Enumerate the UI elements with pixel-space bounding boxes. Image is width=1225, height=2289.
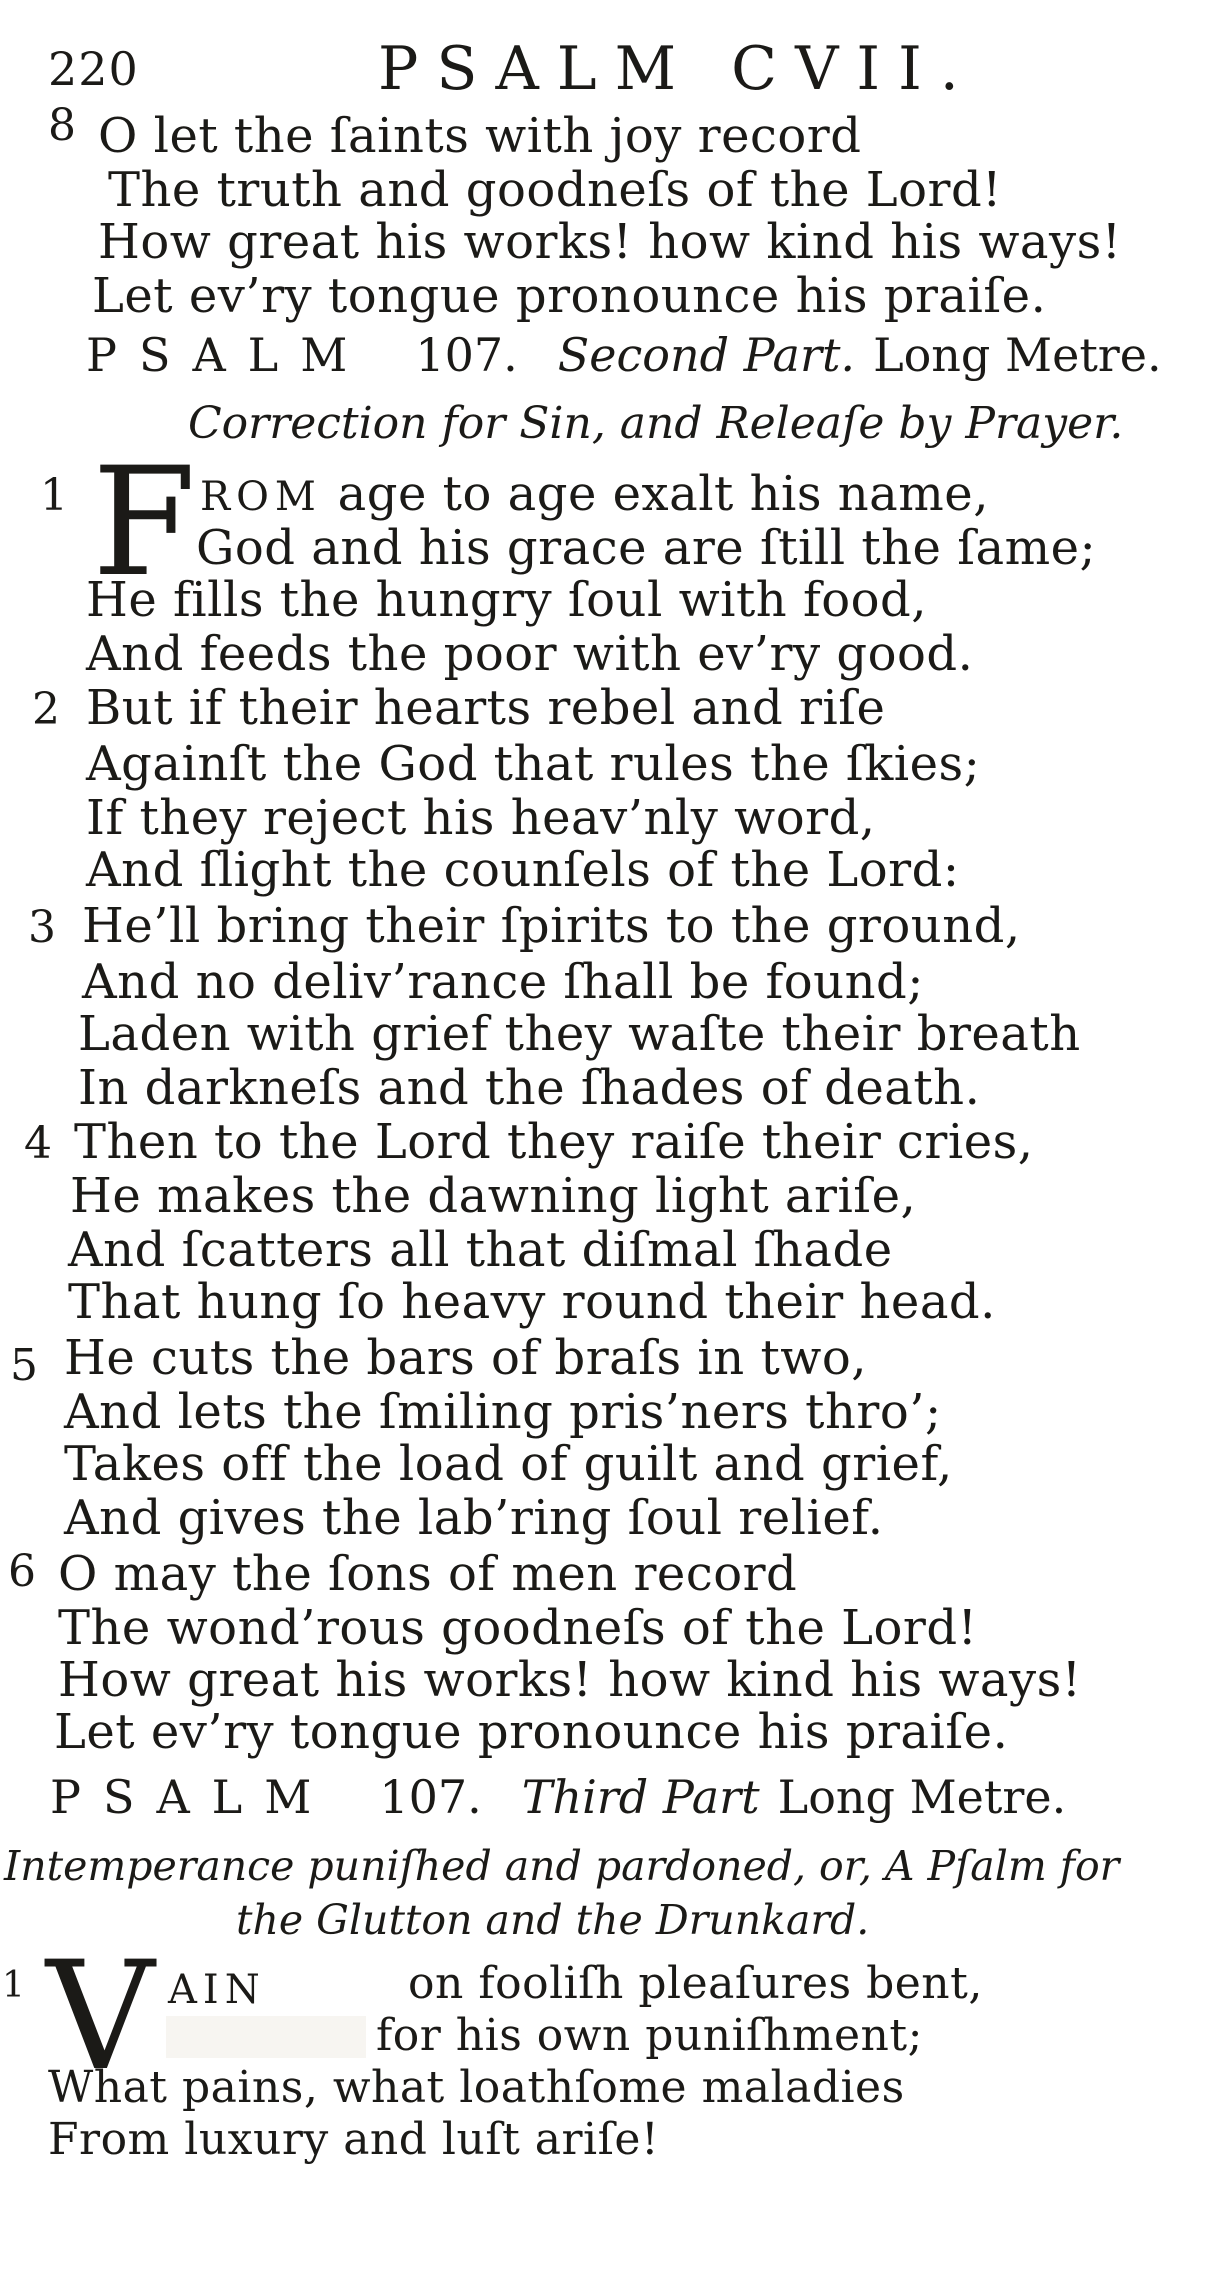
verse-line: If they reject his heav’nly word, [86,790,876,846]
part-label: Third Part [521,1770,760,1824]
stanza-number: 5 [10,1340,38,1391]
part-subtitle: Intemperance puniſhed and pardoned, or, A Pſalm for [4,1842,1120,1890]
verse-line: O may the ſons of men record [58,1546,798,1602]
stanza-number: 3 [28,902,56,953]
running-title: PSALM CVII. [378,34,977,104]
psalm-part-heading [50,1770,1067,1824]
metre-label: Long Metre. [777,1770,1067,1824]
psalm-number: 107. [379,1770,482,1824]
verse-line: on fooliſh pleaſures bent, [408,1958,983,2009]
psalm-label: PSALM [86,328,370,382]
verse-line: for his own puniſhment; [376,2010,923,2061]
running-head [48,28,1198,108]
verse-line: And ſcatters all that diſmal ſhade [68,1222,893,1278]
verse-line: What pains, what loathſome maladies [48,2062,905,2113]
first-word-caps: ROM [200,474,322,520]
psalm-label: PSALM [50,1770,334,1824]
part-subtitle: the Glutton and the Drunkard. [236,1896,870,1944]
stanza-number: 6 [8,1546,36,1597]
psalm-number: 107. [415,328,518,382]
verse-line [200,466,989,522]
verse-line: Againſt the God that rules the ſkies; [86,736,981,792]
verse-line: But if their hearts rebel and riſe [86,680,886,736]
verse-line: Let ev’ry tongue pronounce his praiſe. [54,1704,1009,1760]
verse-line: The wond’rous goodneſs of the Lord! [58,1600,978,1656]
ink-fade [166,2016,366,2058]
stanza-number: 8 [48,100,76,151]
verse-line: And ſlight the counſels of the Lord: [86,842,960,898]
first-word-caps: AIN [168,1967,266,2013]
drop-cap: F [92,436,197,610]
verse-line: O let the ſaints with joy record [98,108,862,164]
stanza-number: 1 [40,470,68,521]
verse-line: And feeds the poor with ev’ry good. [86,626,974,682]
verse-line: He makes the dawning light ariſe, [70,1168,917,1224]
verse-line: And no deliv’rance ſhall be found; [82,954,924,1010]
verse-line: Let ev’ry tongue pronounce his praiſe. [92,268,1047,324]
verse-line: Laden with grief they waſte their breath [78,1006,1081,1062]
stanza-number: 1 [2,1965,25,2006]
stanza-number: 2 [32,684,60,735]
verse-line: From luxury and luſt ariſe! [48,2114,660,2165]
verse-line: The truth and goodneſs of the Lord! [108,162,1002,218]
drop-cap: V [46,1930,155,2104]
verse-line: And lets the ſmiling pris’ners thro’; [64,1384,942,1440]
stanza-number: 4 [24,1118,52,1169]
part-label: Second Part. [557,328,856,382]
verse-line: In darkneſs and the ſhades of death. [78,1060,981,1116]
verse-line: He’ll bring their ſpirits to the ground, [82,898,1021,954]
verse-line: Then to the Lord they raiſe their cries, [74,1114,1034,1170]
metre-label: Long Metre. [873,328,1162,382]
verse-line: He fills the hungry ſoul with food, [86,572,928,628]
verse-line: How great his works! how kind his ways! [98,214,1122,270]
verse-line: How great his works! how kind his ways! [58,1652,1082,1708]
verse-text: age to age exalt his name, [337,466,989,522]
verse-line: And gives the lab’ring ſoul relief. [64,1490,884,1546]
page-number: 220 [48,42,139,96]
verse-line: He cuts the bars of braſs in two, [64,1330,867,1386]
verse-line: God and his grace are ſtill the ſame; [196,520,1097,576]
verse-line: Takes off the load of guilt and grief, [64,1436,953,1492]
part-subtitle: Correction for Sin, and Releaſe by Prayer. [188,398,1124,449]
verse-line: That hung ſo heavy round their head. [68,1274,996,1330]
psalm-part-heading [86,328,1162,382]
